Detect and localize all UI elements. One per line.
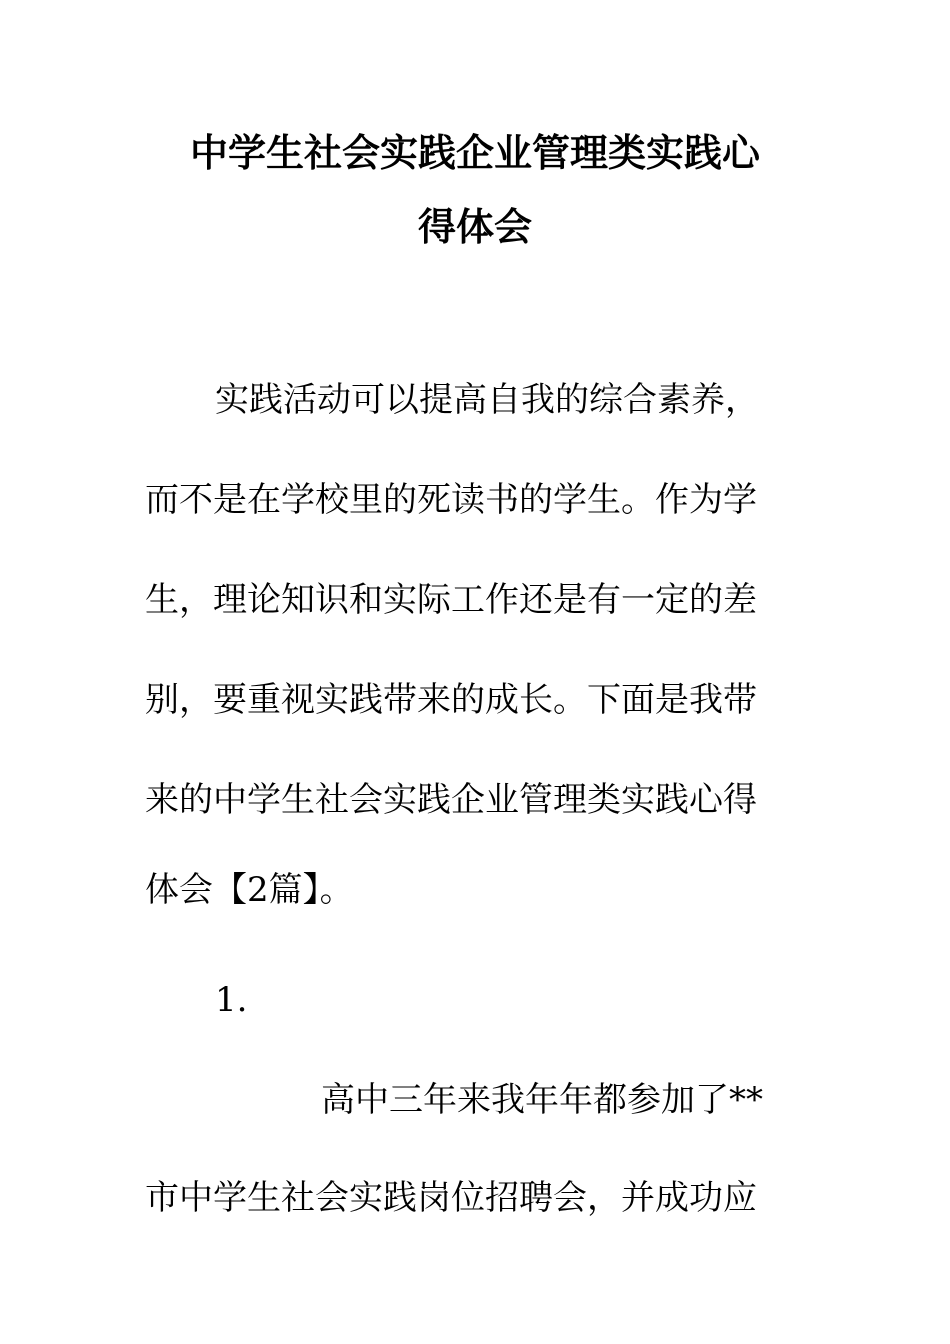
body-line-4: 别，要重视实践带来的成长。下面是我带 [145,680,757,720]
section-number: 1. [215,980,248,1020]
body-line-6: 体会【2篇】。 [145,870,354,910]
document-title-line-1: 中学生社会实践企业管理类实践心 [189,131,760,175]
document-title-line-2: 得体会 [417,205,532,249]
body-line-1: 实践活动可以提高自我的综合素养， [215,380,759,420]
body-line-3: 生，理论知识和实际工作还是有一定的差 [145,580,757,620]
body-line-8: 高中三年来我年年都参加了** [321,1080,763,1120]
body-line-2: 而不是在学校里的死读书的学生。作为学 [145,480,757,520]
body-line-5: 来的中学生社会实践企业管理类实践心得 [145,780,757,820]
body-line-9: 市中学生社会实践岗位招聘会，并成功应 [145,1178,757,1218]
